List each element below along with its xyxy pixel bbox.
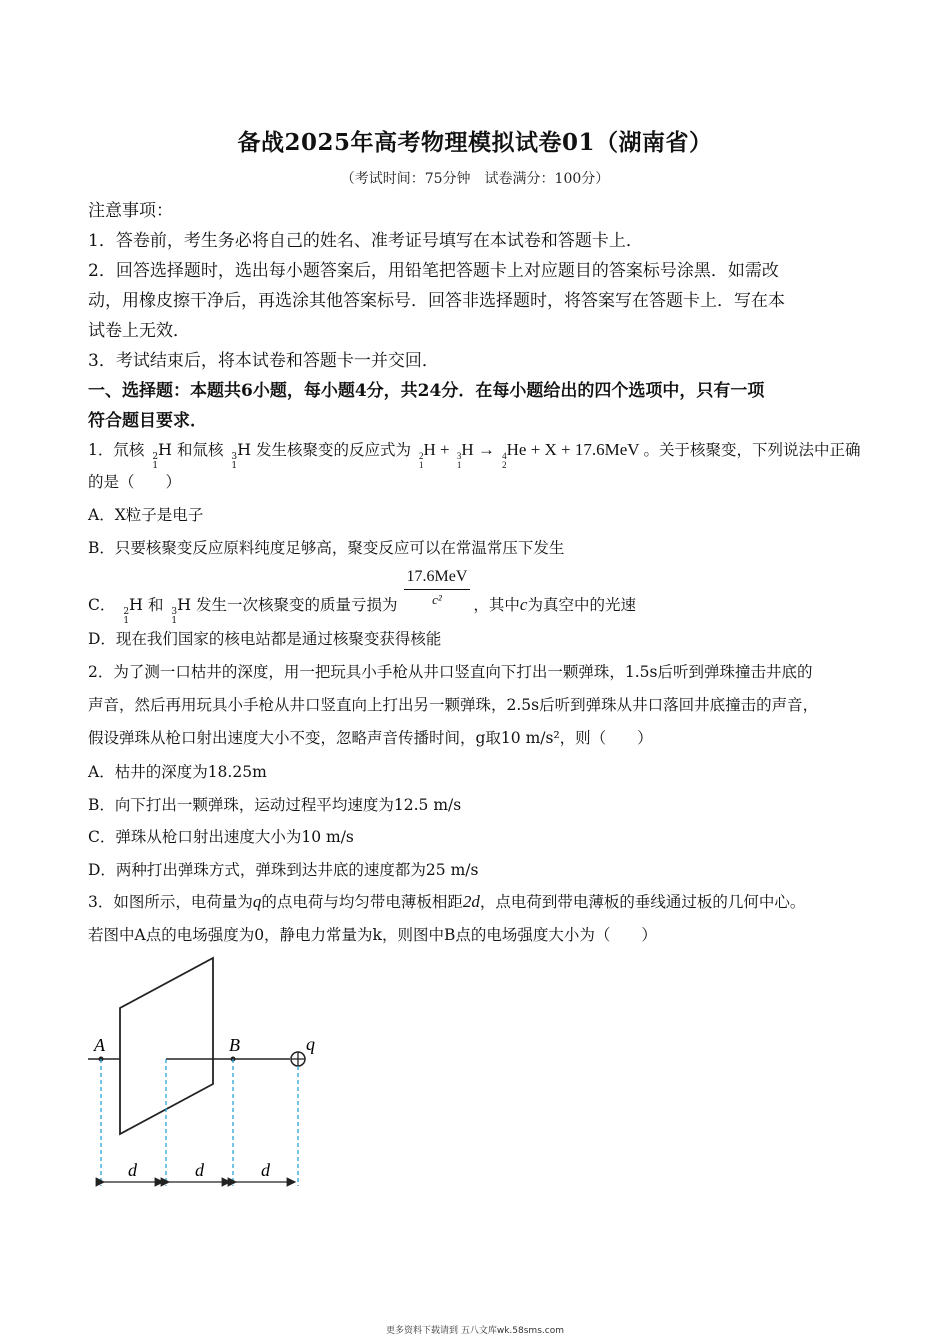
- charged-plate-figure: [80, 950, 340, 1200]
- q1-line1: 1．氘核 2 1 H 和氚核 3 1 H 发生核聚变的反应式为 2 1 H + 3 1 H → 4 2 He + X + 17.6MeV 。关于核聚变，下列说法中正确: [88, 440, 861, 471]
- q3-line2: 若图中A点的电场强度为0，静电力常量为k，则图中B点的电场强度大小为（ ）: [88, 926, 657, 944]
- section-heading-2: 符合题目要求．: [88, 411, 207, 431]
- label-b: B: [229, 1035, 240, 1055]
- charged-plate: [120, 958, 213, 1134]
- notice-2c: 试卷上无效．: [88, 321, 190, 341]
- q2-option-d: D．两种打出弹珠方式，弹珠到达井底的速度都为25 m/s: [88, 861, 479, 879]
- label-a: A: [94, 1035, 105, 1055]
- q2-option-a: A．枯井的深度为18.25m: [88, 763, 267, 781]
- q3-line1: 3．如图所示，电荷量为q的点电荷与均匀带电薄板相距2d，点电荷到带电薄板的垂线通过板的几何中心。: [88, 892, 806, 911]
- label-d-2: d: [195, 1160, 204, 1180]
- section-heading-1: 一、选择题：本题共6小题，每小题4分，共24分．在每小题给出的四个选项中，只有一项: [88, 381, 765, 401]
- q1-option-a: A．X粒子是电子: [88, 506, 204, 524]
- q2-line3: 假设弹珠从枪口射出速度大小不变，忽略声音传播时间，g取10 m/s²，则（ ）: [88, 729, 653, 747]
- notice-1: 1．答卷前，考生务必将自己的姓名、准考证号填写在本试卷和答题卡上．: [88, 231, 643, 251]
- q1-option-b: B．只要核聚变反应原料纯度足够高，聚变反应可以在常温常压下发生: [88, 539, 565, 557]
- fusion-equation: 2 1 H + 3 1 H → 4 2 He + X + 17.6MeV: [418, 440, 644, 470]
- mass-defect-fraction: 17.6MeV c²: [404, 568, 470, 608]
- q1-option-d: D．现在我们国家的核电站都是通过核聚变获得核能: [88, 630, 442, 648]
- notice-2a: 2．回答选择题时，选出每小题答案后，用铅笔把答题卡上对应题目的答案标号涂黑．如需改: [88, 261, 779, 281]
- footer-source: 更多资料下载请到 五八文库wk.58sms.com: [386, 1326, 564, 1336]
- label-d-3: d: [261, 1160, 270, 1180]
- exam-info: （考试时间：75分钟 试卷满分：100分）: [340, 171, 610, 187]
- q2-option-c: C．弹珠从枪口射出速度大小为10 m/s: [88, 828, 354, 846]
- q2-line1: 2．为了测一口枯井的深度，用一把玩具小手枪从井口竖直向下打出一颗弹珠，1.5s后听到弹珠撞击井底的: [88, 663, 813, 681]
- deuterium-symbol: 2 1: [152, 452, 159, 471]
- tritium-symbol: 3 1: [231, 452, 238, 471]
- page-title: 备战2025年高考物理模拟试卷01（湖南省）: [237, 129, 713, 156]
- q2-line2: 声音，然后再用玩具小手枪从井口竖直向上打出另一颗弹珠，2.5s后听到弹珠从井口落回井底撞击的声音，: [88, 696, 819, 714]
- notice-3: 3．考试结束后，将本试卷和答题卡一并交回．: [88, 351, 439, 371]
- q1-line2: 的是（ ）: [88, 473, 182, 491]
- label-q: q: [306, 1034, 315, 1054]
- notice-2b: 动，用橡皮擦干净后，再选涂其他答案标号．回答非选择题时，将答案写在答题卡上．写在本: [88, 291, 785, 311]
- q1-option-c: C． 2 1 H 和 3 1 H 发生一次核聚变的质量亏损为 ，其中c为真空中的光速: [88, 595, 636, 626]
- q2-option-b: B．向下打出一颗弹珠，运动过程平均速度为12.5 m/s: [88, 796, 462, 814]
- label-d-1: d: [128, 1160, 137, 1180]
- notice-heading: 注意事项：: [88, 201, 173, 221]
